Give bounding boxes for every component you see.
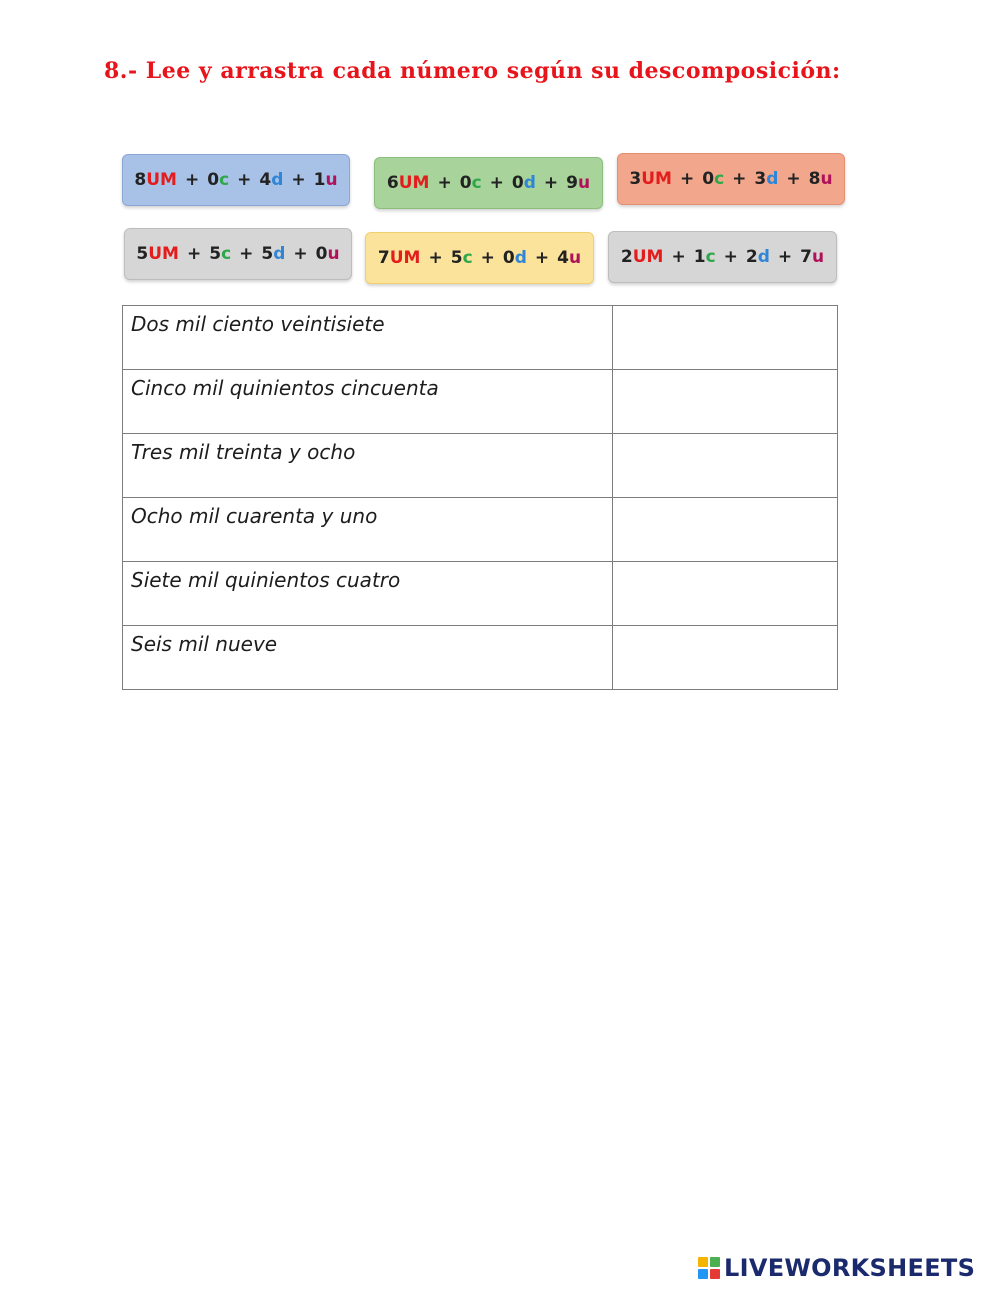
hundreds-digit: 1	[693, 247, 706, 267]
table-row	[123, 370, 838, 434]
unit-label-u: u	[325, 170, 338, 190]
tens-digit: 2	[745, 247, 758, 267]
plus-sign: +	[480, 248, 495, 268]
drop-zone[interactable]	[613, 562, 838, 626]
units-digit: 9	[566, 173, 578, 193]
logo-square	[698, 1269, 708, 1279]
place-value-term	[702, 169, 724, 189]
logo-square	[710, 1257, 720, 1267]
thousands-digit: 7	[377, 248, 390, 268]
plus-sign: +	[723, 247, 738, 267]
drop-zone[interactable]	[613, 370, 838, 434]
draggable-chip-5550[interactable]	[124, 228, 352, 280]
table-row	[123, 306, 838, 370]
place-value-term	[136, 244, 179, 264]
unit-label-u: u	[578, 173, 591, 193]
draggable-chip-3038[interactable]	[617, 153, 845, 205]
matching-table	[122, 305, 838, 690]
place-value-term	[387, 173, 430, 193]
number-word-label: Ocho mil cuarenta y uno	[123, 498, 613, 562]
tens-digit: 0	[511, 173, 524, 193]
hundreds-digit: 5	[450, 248, 463, 268]
plus-sign: +	[237, 170, 252, 190]
place-value-term	[746, 247, 770, 267]
plus-sign: +	[239, 244, 254, 264]
place-value-term	[460, 173, 482, 193]
hundreds-digit: 0	[702, 169, 715, 189]
place-value-term	[621, 247, 664, 267]
unit-label-u: u	[820, 169, 833, 189]
thousands-digit: 3	[629, 169, 642, 189]
unit-label-u: u	[327, 244, 340, 264]
place-value-term	[209, 244, 231, 264]
liveworksheets-logo-icon	[698, 1257, 720, 1279]
unit-label-c: c	[471, 173, 482, 193]
tens-digit: 3	[754, 169, 767, 189]
place-value-term	[261, 244, 285, 264]
plus-sign: +	[291, 170, 306, 190]
thousands-digit: 8	[134, 170, 147, 190]
number-word-label: Cinco mil quinientos cincuenta	[123, 370, 613, 434]
unit-label-um: UM	[632, 247, 664, 267]
place-value-term	[566, 173, 590, 193]
units-digit: 4	[557, 248, 569, 268]
plus-sign: +	[543, 173, 559, 193]
unit-label-d: d	[273, 244, 286, 264]
drop-zone[interactable]	[613, 434, 838, 498]
plus-sign: +	[679, 169, 695, 189]
draggable-chip-2127[interactable]	[608, 231, 837, 283]
unit-label-d: d	[757, 247, 770, 267]
unit-label-d: d	[514, 248, 527, 268]
number-word-label: Dos mil ciento veintisiete	[123, 306, 613, 370]
unit-label-um: UM	[398, 173, 430, 193]
table-row	[123, 434, 838, 498]
unit-label-u: u	[569, 248, 582, 268]
plus-sign: +	[732, 169, 747, 189]
place-value-term	[451, 248, 473, 268]
thousands-digit: 6	[386, 173, 399, 193]
unit-label-c: c	[462, 248, 473, 268]
tens-digit: 0	[502, 248, 515, 268]
logo-square	[710, 1269, 720, 1279]
tens-digit: 5	[261, 244, 274, 264]
unit-label-d: d	[766, 169, 779, 189]
hundreds-digit: 0	[459, 173, 472, 193]
unit-label-d: d	[523, 173, 536, 193]
plus-sign: +	[428, 248, 443, 268]
exercise-instruction: 8.- Lee y arrastra cada número según su descomposición:	[104, 58, 841, 84]
number-word-label: Seis mil nueve	[123, 626, 613, 690]
place-value-term	[314, 170, 338, 190]
logo-square	[698, 1257, 708, 1267]
place-value-term	[800, 247, 824, 267]
draggable-chip-7504[interactable]	[365, 232, 594, 284]
draggable-chip-6009[interactable]	[374, 157, 603, 209]
liveworksheets-logo[interactable]	[698, 1254, 975, 1282]
drop-zone[interactable]	[613, 306, 838, 370]
place-value-term	[557, 248, 581, 268]
logo-text: LIVEWORKSHEETS	[724, 1254, 976, 1282]
unit-label-c: c	[714, 169, 725, 189]
units-digit: 8	[808, 169, 821, 189]
units-digit: 7	[800, 247, 812, 267]
units-digit: 1	[313, 170, 326, 190]
unit-label-d: d	[271, 170, 284, 190]
plus-sign: +	[437, 173, 452, 193]
place-value-term	[694, 247, 716, 267]
place-value-term	[259, 170, 283, 190]
thousands-digit: 5	[136, 244, 149, 264]
number-word-label: Siete mil quinientos cuatro	[123, 562, 613, 626]
hundreds-digit: 5	[209, 244, 222, 264]
unit-label-um: UM	[146, 170, 177, 190]
place-value-term	[754, 169, 778, 189]
drop-zone[interactable]	[613, 626, 838, 690]
unit-label-um: UM	[641, 169, 672, 189]
unit-label-c: c	[221, 244, 232, 264]
place-value-term	[512, 173, 536, 193]
unit-label-c: c	[705, 247, 716, 267]
thousands-digit: 2	[620, 247, 633, 267]
place-value-term	[503, 248, 527, 268]
table-row	[123, 562, 838, 626]
units-digit: 0	[315, 244, 328, 264]
unit-label-c: c	[219, 170, 230, 190]
place-value-term	[207, 170, 229, 190]
hundreds-digit: 0	[207, 170, 220, 190]
drop-zone[interactable]	[613, 498, 838, 562]
plus-sign: +	[786, 169, 801, 189]
plus-sign: +	[671, 247, 686, 267]
plus-sign: +	[184, 170, 200, 190]
plus-sign: +	[534, 248, 550, 268]
plus-sign: +	[777, 247, 793, 267]
plus-sign: +	[186, 244, 202, 264]
plus-sign: +	[489, 173, 504, 193]
place-value-term	[629, 169, 672, 189]
place-value-term	[809, 169, 833, 189]
table-row	[123, 626, 838, 690]
plus-sign: +	[293, 244, 308, 264]
draggable-chip-8041[interactable]	[122, 154, 350, 206]
number-word-label: Tres mil treinta y ocho	[123, 434, 613, 498]
unit-label-u: u	[812, 247, 825, 267]
place-value-term	[134, 170, 177, 190]
unit-label-um: UM	[389, 248, 421, 268]
unit-label-um: UM	[148, 244, 179, 264]
place-value-term	[316, 244, 340, 264]
table-row	[123, 498, 838, 562]
tens-digit: 4	[259, 170, 272, 190]
place-value-term	[378, 248, 421, 268]
